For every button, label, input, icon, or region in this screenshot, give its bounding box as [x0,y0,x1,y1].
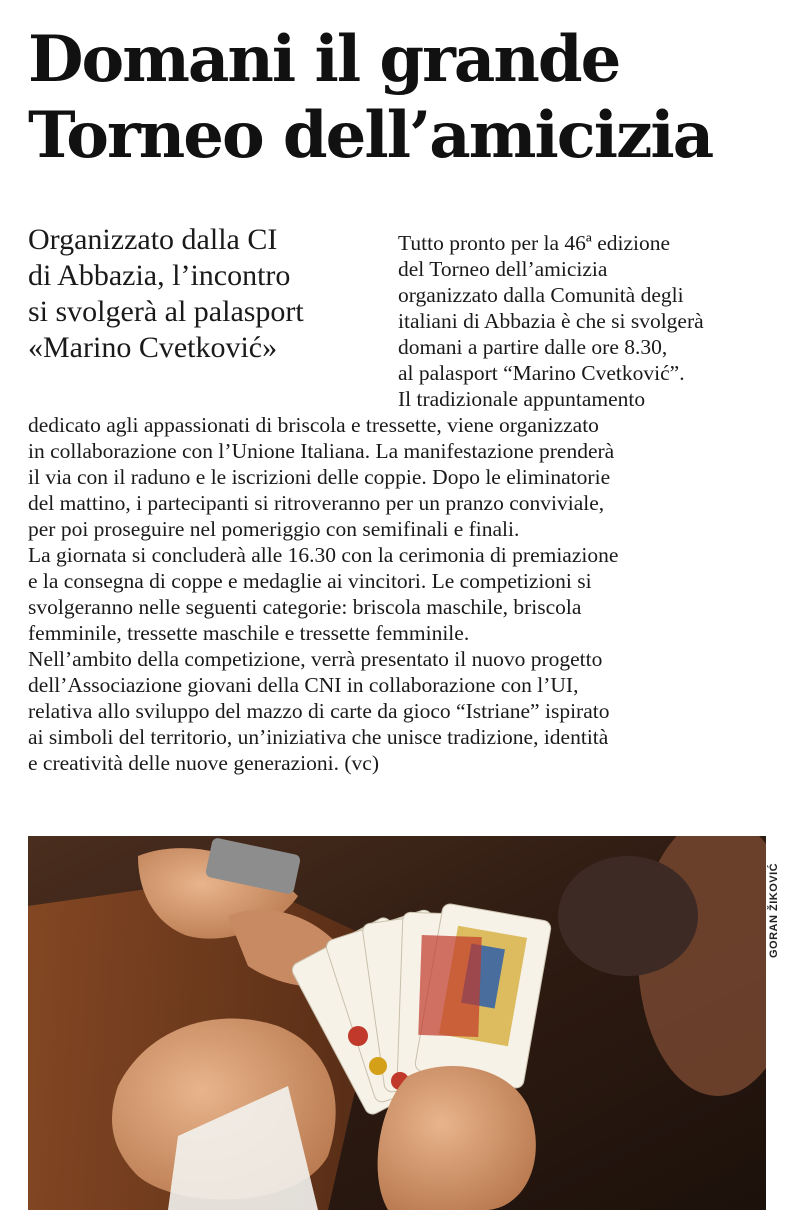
body-line: Tutto pronto per la 46ª edizione [398,231,671,255]
body-line: La giornata si concluderà alle 16.30 con la cerimonia di premiazione [28,543,619,567]
headline-line: Domani il grande [28,22,620,97]
headline [28,22,788,174]
body-line: italiani di Abbazia è che si svolgerà [398,309,704,333]
card-suit-mark [369,1057,387,1075]
subheadline [28,222,368,366]
subheadline-line: «Marino Cvetković» [28,331,278,364]
body-line: in collaborazione con l’Unione Italiana. La manifestazione prenderà [28,439,615,463]
body-line: organizzato dalla Comunità degli [398,283,684,307]
photo-illustration [28,836,766,1210]
body-line: il via con il raduno e le iscrizioni delle coppie. Dopo le eliminatorie [28,465,611,489]
body-line: femminile, tressette maschile e tressette femminile. [28,621,470,645]
card-players-photo [28,836,766,1210]
right-hand [378,1066,536,1210]
body-line: dedicato agli appassionati di briscola e tressette, viene organizzato [28,413,599,437]
body-line: Nell’ambito della competizione, verrà presentato il nuovo progetto [28,647,603,671]
card-face-figure [418,935,481,1037]
body-line: al palasport “Marino Cvetković”. [398,361,685,385]
subheadline-line: si svolgerà al palasport [28,295,304,328]
photo-credit: GORAN ŽIKOVIĆ [768,862,780,958]
body-line: e la consegna di coppe e medaglie ai vincitori. Le competizioni si [28,569,592,593]
article-body [28,412,788,776]
body-line: Il tradizionale appuntamento [398,387,646,411]
body-line: ai simboli del territorio, un’iniziativa che unisce tradizione, identità [28,725,609,749]
article-intro-column [398,230,778,412]
body-line: svolgeranno nelle seguenti categorie: briscola maschile, briscola [28,595,582,619]
background-clothing [558,856,698,976]
body-line: del Torneo dell’amicizia [398,257,608,281]
body-line: per poi proseguire nel pomeriggio con semifinali e finali. [28,517,520,541]
body-line: relativa allo sviluppo del mazzo di carte da gioco “Istriane” ispirato [28,699,610,723]
body-line: del mattino, i partecipanti si ritroveranno per un pranzo conviviale, [28,491,605,515]
subheadline-line: di Abbazia, l’incontro [28,259,291,292]
card-suit-mark [348,1026,368,1046]
body-line: dell’Associazione giovani della CNI in collaborazione con l’UI, [28,673,579,697]
subheadline-line: Organizzato dalla CI [28,223,278,256]
headline-line: Torneo dell’amicizia [28,98,713,173]
body-line: domani a partire dalle ore 8.30, [398,335,668,359]
body-line: e creatività delle nuove generazioni. (vc) [28,751,379,775]
